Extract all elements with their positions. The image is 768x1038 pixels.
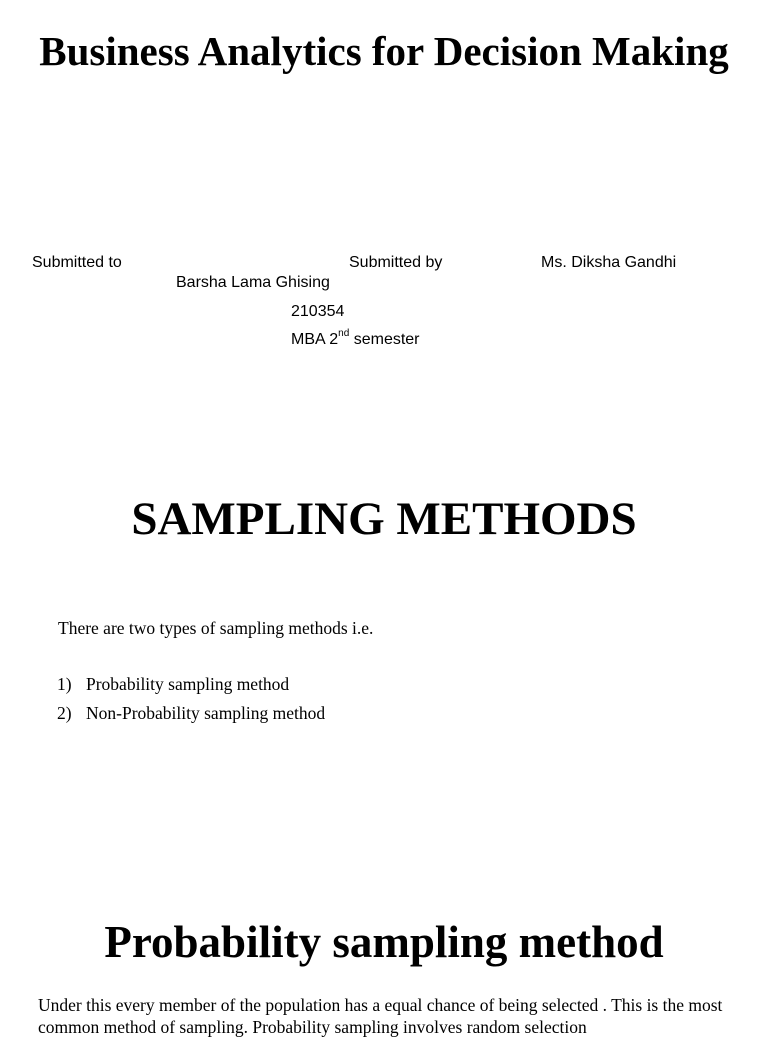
student-name: Barsha Lama Ghising: [176, 274, 330, 291]
list-item: [57, 702, 325, 724]
roll-number: 210354: [291, 303, 345, 320]
submitted-to-name: Ms. Diksha Gandhi: [541, 254, 677, 271]
program-superscript: nd: [338, 328, 350, 339]
submitted-to-label: Submitted to: [32, 254, 122, 271]
section-heading-probability-sampling: Probability sampling method: [104, 917, 664, 967]
list-item: [57, 673, 289, 695]
list-item-text: Non-Probability sampling method: [86, 703, 326, 723]
section-paragraph: Under this every member of the population has a equal chance of being selected . This is the most common method of sampling. Probability sampling involves random selection: [38, 995, 723, 1037]
list-item-text: Probability sampling method: [86, 674, 290, 694]
list-item-number: 2): [57, 703, 72, 723]
submitted-by-label: Submitted by: [349, 254, 443, 271]
program-suffix: semester: [349, 331, 420, 348]
document-title: Business Analytics for Decision Making: [39, 28, 729, 74]
list-item-number: 1): [57, 674, 72, 694]
program-prefix: MBA 2: [291, 331, 339, 348]
program-line: [291, 330, 420, 350]
section-heading-sampling-methods: SAMPLING METHODS: [131, 493, 637, 545]
section-intro: There are two types of sampling methods i.e.: [58, 618, 374, 638]
